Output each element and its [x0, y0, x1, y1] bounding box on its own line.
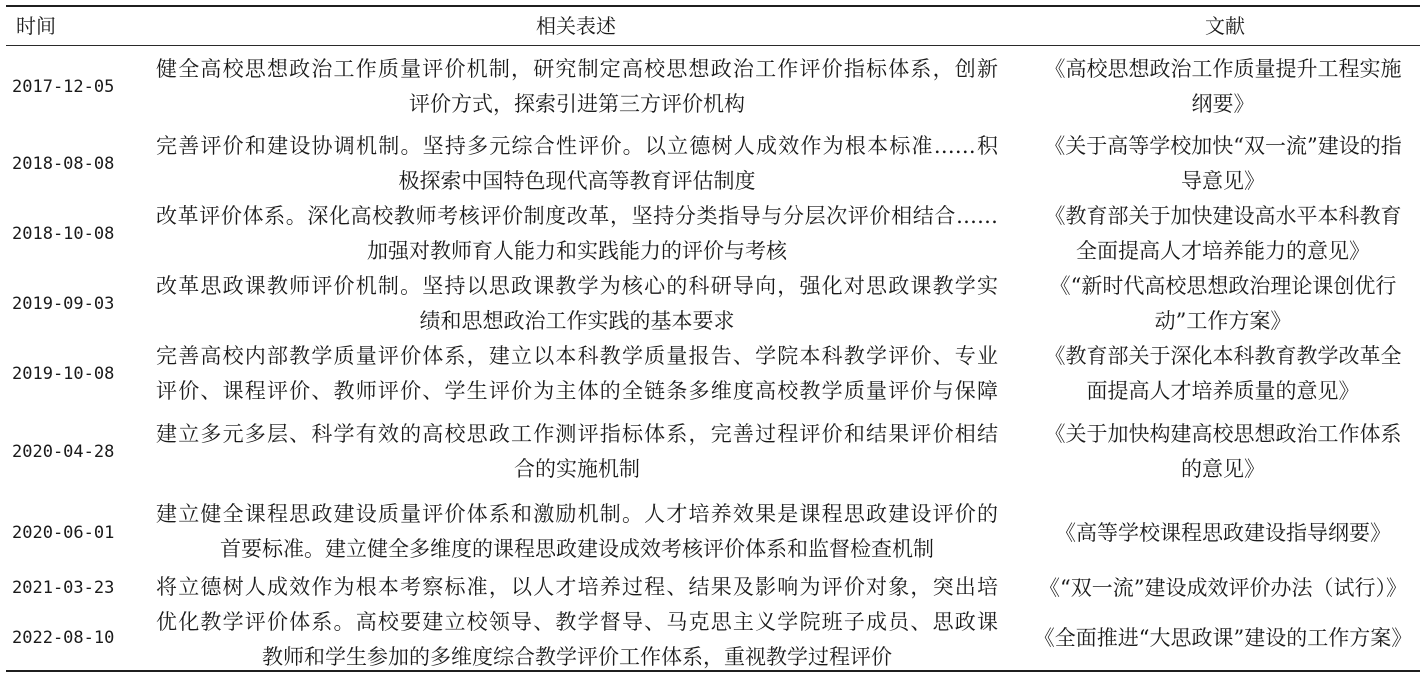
row-date: 2021-03-23 [12, 578, 115, 598]
row-document [1026, 269, 1420, 339]
table-row [6, 129, 1420, 199]
description-line: 绩和思想政治工作实践的基本要求 [419, 309, 735, 333]
row-description [156, 417, 998, 487]
row-description [156, 605, 998, 671]
row-description [156, 269, 998, 339]
row-description [156, 52, 998, 122]
header-document: 文献 [1205, 14, 1245, 38]
description-line: 评价、课程评价、教师评价、学生评价为主体的全链条多维度高校教学质量评价与保障 [156, 379, 998, 403]
description-line: 优化教学评价体系。高校要建立校领导、教学督导、马克思主义学院班子成员、思政课 [156, 610, 998, 634]
row-document [1026, 570, 1420, 606]
table-row [6, 199, 1420, 269]
row-document [1026, 199, 1420, 269]
document-line: 全面提高人才培养能力的意见》 [1076, 239, 1370, 263]
document-line: 《高等学校课程思政建设指导纲要》 [1055, 520, 1391, 545]
row-date: 2018-08-08 [12, 154, 115, 174]
row-document [1026, 52, 1420, 122]
document-line: 《教育部关于加快建设高水平本科教育 [1044, 204, 1402, 228]
description-line: 完善评价和建设协调机制。坚持多元综合性评价。以立德树人成效作为根本标准……积 [156, 134, 998, 158]
policy-table [6, 5, 1420, 672]
document-line: 《教育部关于深化本科教育教学改革全 [1044, 344, 1402, 368]
row-description [156, 129, 998, 199]
row-document [1026, 605, 1420, 671]
table-row [6, 339, 1420, 409]
row-date: 2019-09-03 [12, 294, 115, 314]
row-date: 2020-06-01 [12, 523, 115, 543]
description-line: 完善高校内部教学质量评价体系，建立以本科教学质量报告、学院本科教学评价、专业 [156, 344, 998, 368]
table-row [6, 570, 1420, 606]
row-document [1026, 497, 1420, 569]
row-date: 2019-10-08 [12, 364, 115, 384]
description-line: 加强对教师育人能力和实践能力的评价与考核 [367, 239, 787, 263]
document-line: 《关于高等学校加快“双一流”建设的指 [1044, 134, 1402, 158]
row-description [156, 339, 998, 409]
description-line: 极探索中国特色现代高等教育评估制度 [398, 169, 756, 193]
table-row [6, 269, 1420, 339]
description-line: 合的实施机制 [514, 457, 640, 481]
row-date: 2022-08-10 [12, 628, 115, 648]
row-date: 2020-04-28 [12, 442, 115, 462]
description-line: 将立德树人成效作为根本考察标准，以人才培养过程、结果及影响为评价对象，突出培 [156, 575, 998, 599]
description-line: 评价方式，探索引进第三方评价机构 [409, 92, 745, 116]
row-date: 2018-10-08 [12, 224, 115, 244]
row-date: 2017-12-05 [12, 77, 115, 97]
row-document [1026, 339, 1420, 409]
document-line: 面提高人才培养质量的意见》 [1086, 379, 1360, 403]
row-document [1026, 129, 1420, 199]
description-line: 建立健全课程思政建设质量评价体系和激励机制。人才培养效果是课程思政建设评价的 [156, 502, 998, 526]
document-line: 《关于加快构建高校思想政治工作体系 [1044, 422, 1402, 446]
row-description [156, 497, 998, 569]
table-row [6, 605, 1420, 671]
table-row [6, 417, 1420, 487]
description-line: 改革思政课教师评价机制。坚持以思政课教学为核心的科研导向，强化对思政课教学实 [156, 274, 998, 298]
document-line: 《“双一流”建设成效评价办法（试行）》 [1039, 575, 1407, 600]
header-description: 相关表述 [536, 14, 616, 38]
row-description [156, 199, 998, 269]
document-line: 《高校思想政治工作质量提升工程实施 [1044, 57, 1402, 81]
table-row [6, 497, 1420, 569]
document-line: 纲要》 [1191, 92, 1255, 116]
document-line: 动”工作方案》 [1154, 309, 1292, 333]
row-document [1026, 417, 1420, 487]
document-line: 《“新时代高校思想政治理论课创优行 [1049, 274, 1397, 298]
description-line: 健全高校思想政治工作质量评价机制，研究制定高校思想政治工作评价指标体系，创新 [156, 57, 998, 81]
table-header [6, 7, 1420, 46]
description-line: 建立多元多层、科学有效的高校思政工作测评指标体系，完善过程评价和结果评价相结 [156, 422, 998, 446]
row-description [156, 570, 998, 606]
header-date: 时间 [16, 14, 56, 38]
document-line: 导意见》 [1181, 169, 1265, 193]
document-line: 的意见》 [1181, 457, 1265, 481]
table-row [6, 52, 1420, 122]
description-line: 首要标准。建立健全多维度的课程思政建设成效考核评价体系和监督检查机制 [220, 537, 934, 561]
description-line: 改革评价体系。深化高校教师考核评价制度改革，坚持分类指导与分层次评价相结合…… [156, 204, 998, 228]
description-line: 教师和学生参加的多维度综合教学评价工作体系，重视教学过程评价 [262, 645, 892, 669]
document-line: 《全面推进“大思政课”建设的工作方案》 [1033, 625, 1413, 650]
